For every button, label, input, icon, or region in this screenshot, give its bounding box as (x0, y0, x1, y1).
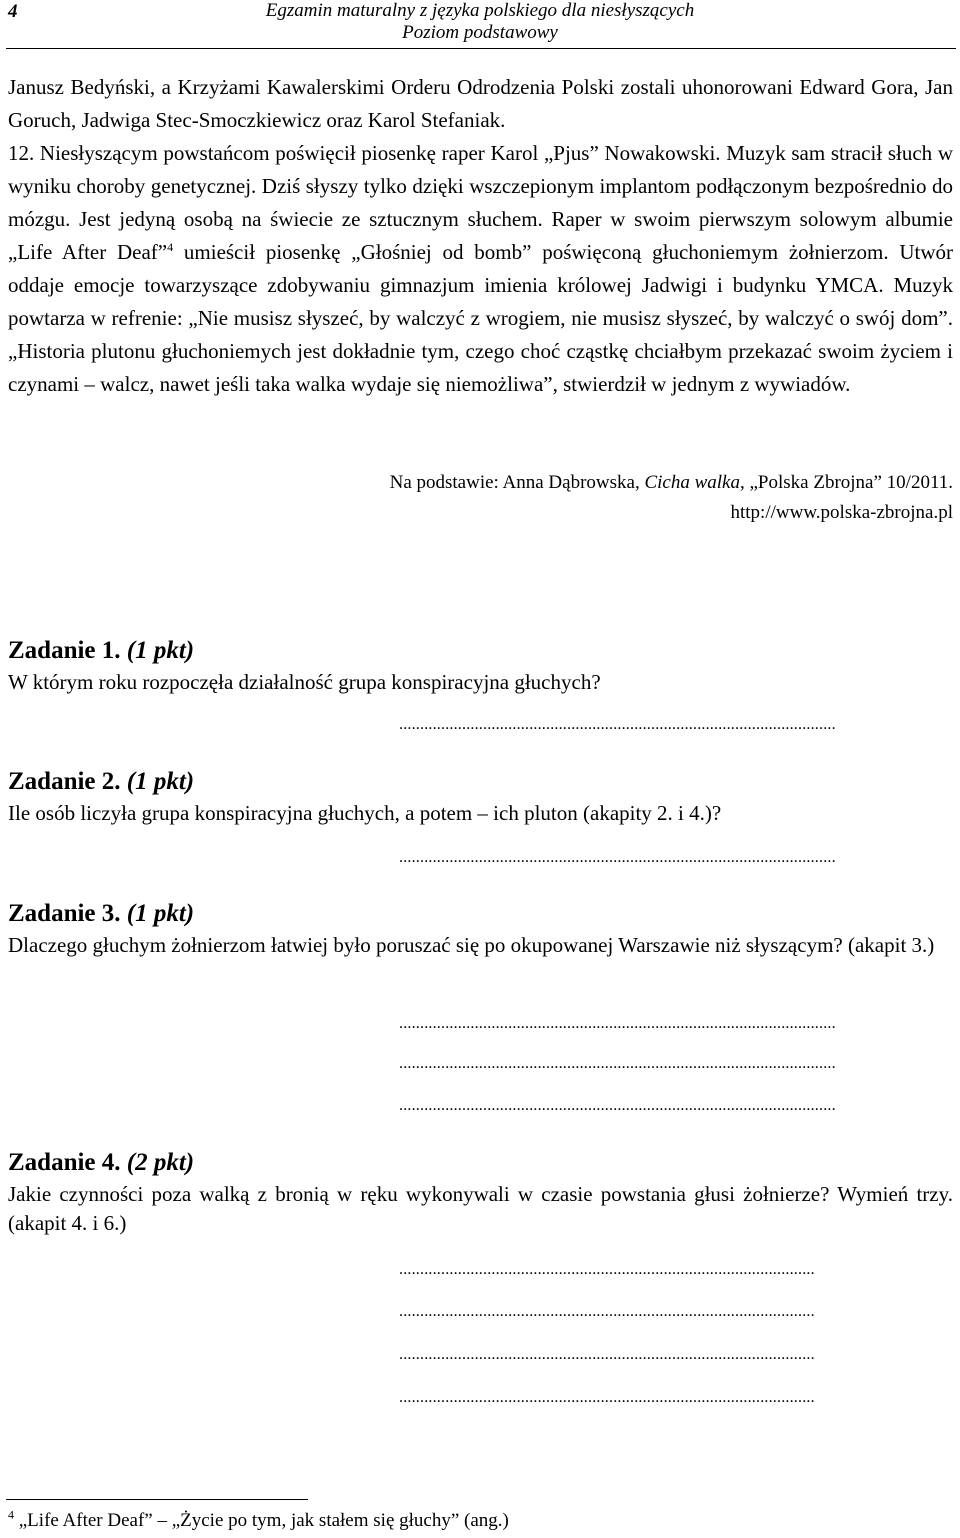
article-paragraph-2 (8, 137, 953, 401)
task-2-question: Ile osób liczyła grupa konspiracyjna głuchych, a potem – ich pluton (akapity 2. i 4.)? (8, 801, 722, 825)
task-1-title: Zadanie 1. (8, 637, 121, 664)
source-article-title: Cicha walka (644, 472, 740, 493)
task-4-answer-line-2[interactable]: ................................................................................................... (399, 1303, 815, 1320)
task-3-answer-line-3[interactable]: ........................................................................................................ (399, 1097, 836, 1114)
footnote-divider (6, 1499, 308, 1500)
header-title-line1: Egzamin maturalny z języka polskiego dla niesłyszących (265, 0, 695, 21)
task-3-heading (8, 899, 194, 929)
task-2-heading (8, 767, 194, 797)
task-1-answer-line-1[interactable]: ........................................................................................................ (399, 716, 836, 733)
task-4-question: Jakie czynności poza walką z bronią w ręku wykonywali w czasie powstania głusi żołnierze? Wymień trzy. (akapit 4. i 6.) (8, 1182, 953, 1235)
task-1-heading (8, 636, 194, 666)
task-2-answer-line-1[interactable]: ........................................................................................................ (399, 849, 836, 866)
task-3-answer-line-1[interactable]: ........................................................................................................ (399, 1015, 836, 1032)
header-divider (6, 48, 956, 49)
task-2-title: Zadanie 2. (8, 768, 121, 795)
footnote-number: 4 (8, 1507, 14, 1522)
task-2-points: (1 pkt) (126, 768, 195, 795)
source-url: http://www.polska-zbrojna.pl (730, 502, 953, 523)
article-text (8, 71, 953, 401)
task-1-points: (1 pkt) (126, 637, 195, 664)
source-suffix: , „Polska Zbrojna” 10/2011. (739, 472, 953, 493)
task-4-points: (2 pkt) (126, 1149, 195, 1176)
task-4-answer-line-1[interactable]: ................................................................................................... (399, 1261, 815, 1278)
page-number: 4 (8, 1, 18, 22)
task-3-title: Zadanie 3. (8, 900, 121, 927)
task-4-title: Zadanie 4. (8, 1149, 121, 1176)
task-4-answer-line-3[interactable]: ................................................................................................... (399, 1346, 815, 1363)
task-3-points: (1 pkt) (126, 900, 195, 927)
source-citation (53, 468, 953, 528)
task-3-answer-line-2[interactable]: ........................................................................................................ (399, 1055, 836, 1072)
source-prefix: Na podstawie: Anna Dąbrowska, (389, 472, 645, 493)
task-4-answer-line-4[interactable]: ................................................................................................... (399, 1389, 815, 1406)
footnote-text: „Life After Deaf” – „Życie po tym, jak stałem się głuchy” (ang.) (14, 1510, 509, 1531)
page-header (0, 0, 960, 44)
source-reference (53, 468, 953, 498)
task-1-question: W którym roku rozpoczęła działalność grupa konspiracyjna głuchych? (8, 670, 601, 694)
article-paragraph-2-part1: 12. Niesłyszącym powstańcom poświęcił piosenkę raper Karol „Pjus” Nowakowski. Muzyk sam stracił słuch w wyniku choroby genetycznej. Dziś słyszy tylko dzięki wszczepionym implantom podłączonym bezpośrednio do mózgu. Jest jedyną osobą na świecie ze sztucznym słuchem. Raper w swoim pierwszym solowym albumie „Life After Deaf” (8, 141, 953, 264)
header-title-line2: Poziom podstawowy (402, 22, 558, 43)
footnote-reference: 4 (167, 240, 174, 254)
article-paragraph-2-part2: umieścił piosenkę „Głośniej od bomb” poświęconą głuchoniemym żołnierzom. Utwór oddaje emocje towarzyszące zdobywaniu gimnazjum imienia królowej Jadwigi i budynku YMCA. Muzyk powtarza w refrenie: „Nie musisz słyszeć, by walczyć z wrogiem, nie musisz słyszeć, by walczyć o swój dom”. „Historia plutonu głuchoniemych jest dokładnie tym, czego choć cząstkę chciałbym przekazać swoim życiem i czynami – walcz, nawet jeśli taka walka wydaje się niemożliwa”, stwierdził w jednym z wywiadów. (8, 240, 953, 396)
task-3-question: Dlaczego głuchym żołnierzom łatwiej było poruszać się po okupowanej Warszawie niż słyszącym? (akapit 3.) (8, 933, 935, 957)
task-4-heading (8, 1148, 194, 1178)
footnote (8, 1509, 509, 1533)
article-paragraph-1: Janusz Bedyński, a Krzyżami Kawalerskimi Orderu Odrodzenia Polski zostali uhonorowani Edward Gora, Jan Goruch, Jadwiga Stec-Smoczkiewicz oraz Karol Stefaniak. (8, 75, 953, 132)
